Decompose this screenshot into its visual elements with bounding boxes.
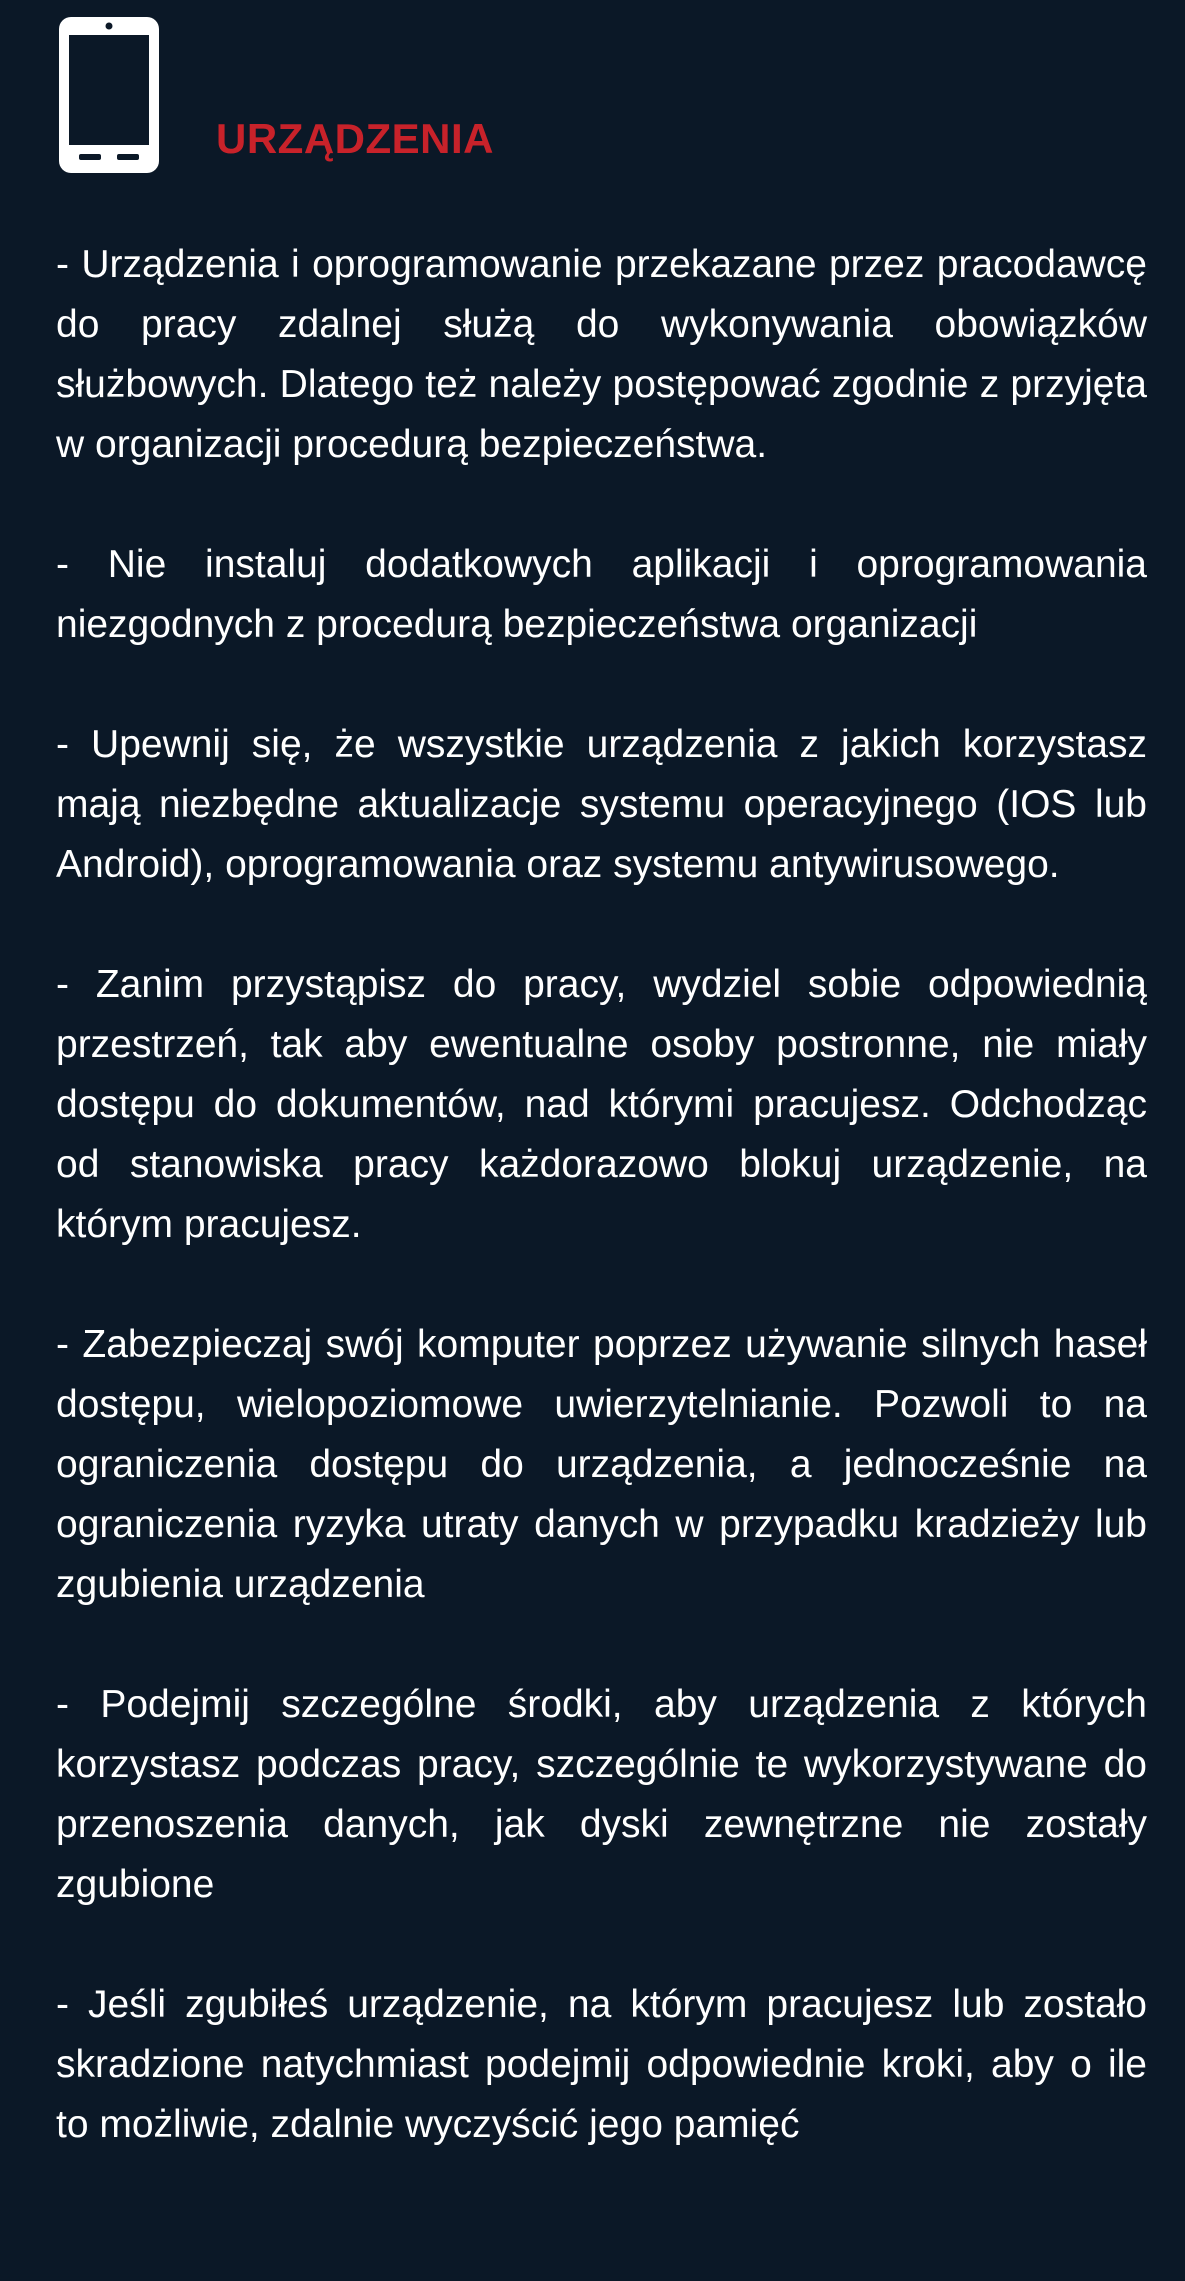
paragraph-updates: - Upewnij się, że wszystkie urządzenia z jakich korzystasz mają niezbędne aktualizacje systemu operacyjnego (IOS lub Android), oprogramowania oraz systemu antywirusowego. — [56, 723, 1147, 886]
smartphone-icon — [56, 14, 162, 176]
paragraph-workspace: - Zanim przystąpisz do pracy, wydziel sobie odpowiednią przestrzeń, tak aby ewentualne osoby postronne, nie miały dostępu do dokumentów, nad którymi pracujesz. Odchodząc od stanowiska pracy każdorazowo blokuj urządzenie, na którym pracujesz. — [56, 963, 1147, 1246]
page-title: URZĄDZENIA — [216, 115, 494, 162]
paragraph-devices-purpose: - Urządzenia i oprogramowanie przekazane przez pracodawcę do pracy zdalnej służą do wykonywania obowiązków służbowych. Dlatego też należy postępować zgodnie z przyjęta w organizacji procedurą bezpieczeństwa. — [56, 243, 1147, 466]
paragraph-passwords: - Zabezpieczaj swój komputer poprzez używanie silnych haseł dostępu, wielopoziomowe uwierzytelnianie. Pozwoli to na ograniczenia dostępu do urządzenia, a jednocześnie na ograniczenia ryzyka utraty danych w przypadku kradzieży lub zgubienia urządzenia — [56, 1323, 1147, 1606]
paragraph-special-measures: - Podejmij szczególne środki, aby urządzenia z których korzystasz podczas pracy, szczególnie te wykorzystywane do przenoszenia danych, jak dyski zewnętrzne nie zostały zgubione — [56, 1683, 1147, 1906]
paragraph-no-extra-apps: - Nie instaluj dodatkowych aplikacji i oprogramowania niezgodnych z procedurą bezpieczeństwa organizacji — [56, 543, 1147, 646]
content — [56, 235, 1147, 2155]
header — [56, 14, 1126, 174]
paragraph-lost-device: - Jeśli zgubiłeś urządzenie, na którym pracujesz lub zostało skradzione natychmiast podejmij odpowiednie kroki, aby o ile to możliwie, zdalnie wyczyścić jego pamięć — [56, 1983, 1147, 2146]
